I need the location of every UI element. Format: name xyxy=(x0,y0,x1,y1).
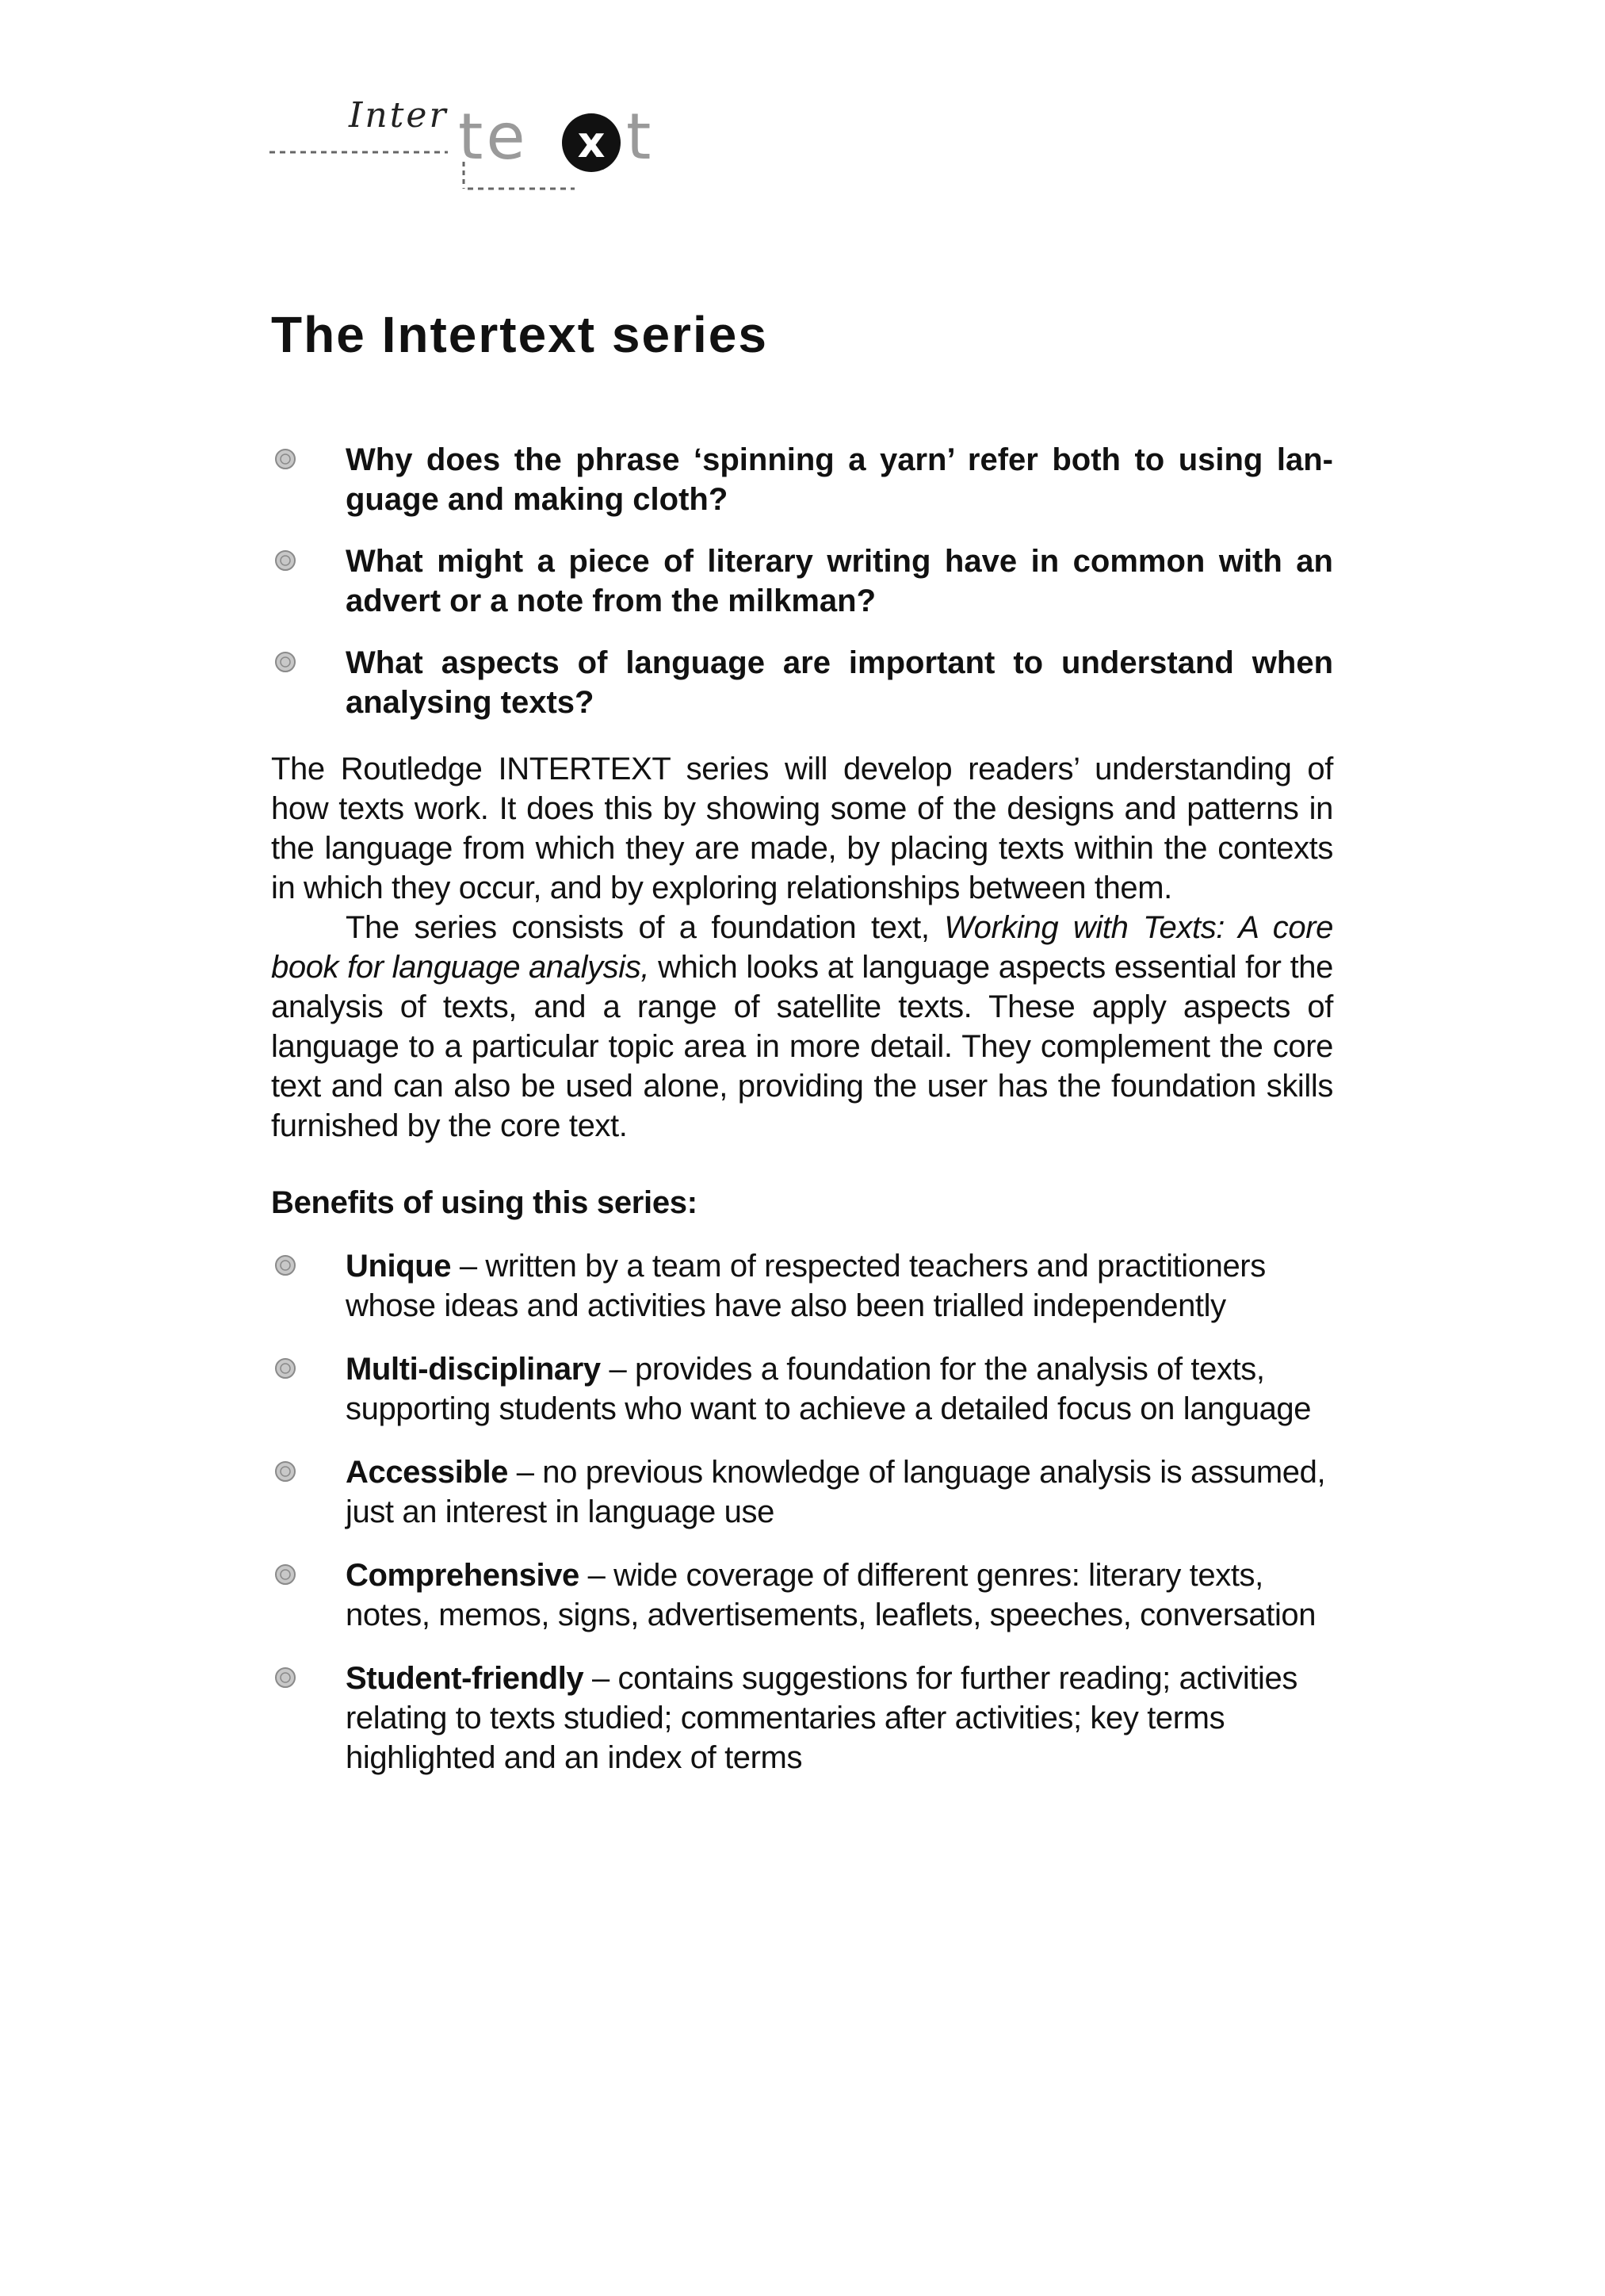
bullet-disc-icon xyxy=(274,1563,296,1586)
benefit-description: – contains suggestions for further reading; activities relating to texts studied; commentaries after activities; key terms highlighted and an index of terms xyxy=(346,1661,1297,1775)
intro-paragraph-2-start: The series consists of a foundation text, xyxy=(346,910,945,945)
benefit-item xyxy=(271,1246,1333,1326)
question-text: Why does the phrase ‘spinning a yarn’ refer both to using language and making cloth? xyxy=(346,442,1333,517)
question-item xyxy=(271,440,1333,519)
logo-inter-text: Inter xyxy=(349,95,449,136)
bullet-disc-icon xyxy=(274,651,296,673)
question-item xyxy=(271,541,1333,621)
benefit-term: Multi-disciplinary xyxy=(346,1352,601,1387)
logo-t-text: t xyxy=(626,100,652,174)
logo-x-text: x xyxy=(577,117,606,167)
bullet-disc-icon xyxy=(274,1357,296,1380)
question-text: What might a piece of literary writing have in common with an advert or a note from the milkman? xyxy=(346,544,1333,618)
intro-paragraph-1: The Routledge INTERTEXT series will develop readers’ understanding of how texts work. It does this by showing some of the designs and patterns in the language from which they are made, by placing texts within the contexts in which they occur, and by exploring relationships between them. xyxy=(271,752,1333,905)
benefit-item xyxy=(271,1659,1333,1777)
logo-te-text: te xyxy=(458,100,529,174)
bullet-disc-icon xyxy=(274,1667,296,1689)
bullet-disc-icon xyxy=(274,448,296,470)
benefit-item xyxy=(271,1556,1333,1635)
benefit-description: – wide coverage of different genres: literary texts, notes, memos, signs, advertisements, leaflets, speeches, conversation xyxy=(346,1558,1316,1632)
intro-paragraph-2 xyxy=(271,908,1333,1146)
book-title: Working with Texts: A core book for language analysis, xyxy=(271,910,1333,985)
benefit-description: – written by a team of respected teachers and practitioners whose ideas and activities have also been trialled independently xyxy=(346,1249,1266,1323)
bullet-disc-icon xyxy=(274,549,296,572)
benefit-term: Unique xyxy=(346,1249,452,1284)
benefit-description: – provides a foundation for the analysis of texts, supporting students who want to achieve a detailed focus on language xyxy=(346,1352,1312,1426)
benefits-list xyxy=(271,1246,1333,1801)
benefits-heading: Benefits of using this series: xyxy=(271,1185,697,1220)
bullet-disc-icon xyxy=(274,1460,296,1483)
benefit-description: – no previous knowledge of language analysis is assumed, just an interest in language use xyxy=(346,1455,1326,1529)
benefit-item xyxy=(271,1452,1333,1532)
page-title: The Intertext series xyxy=(271,306,768,363)
benefit-term: Comprehensive xyxy=(346,1558,579,1593)
intro-text xyxy=(271,749,1333,1146)
benefit-item xyxy=(271,1349,1333,1429)
bullet-disc-icon xyxy=(274,1254,296,1276)
question-item xyxy=(271,643,1333,722)
intertext-logo xyxy=(266,94,709,201)
question-text: What aspects of language are important to understand when analysing texts? xyxy=(346,645,1333,720)
intro-paragraph-2-end: which looks at language aspects essential for the analysis of texts, and a range of satellite texts. These apply aspects of language to a particular topic area in more detail. They complement the core text and can also be used alone, providing the user has the foundation skills furnished by the core text. xyxy=(271,950,1333,1143)
question-list xyxy=(271,440,1333,744)
benefit-term: Student-friendly xyxy=(346,1661,584,1696)
benefit-term: Accessible xyxy=(346,1455,509,1490)
